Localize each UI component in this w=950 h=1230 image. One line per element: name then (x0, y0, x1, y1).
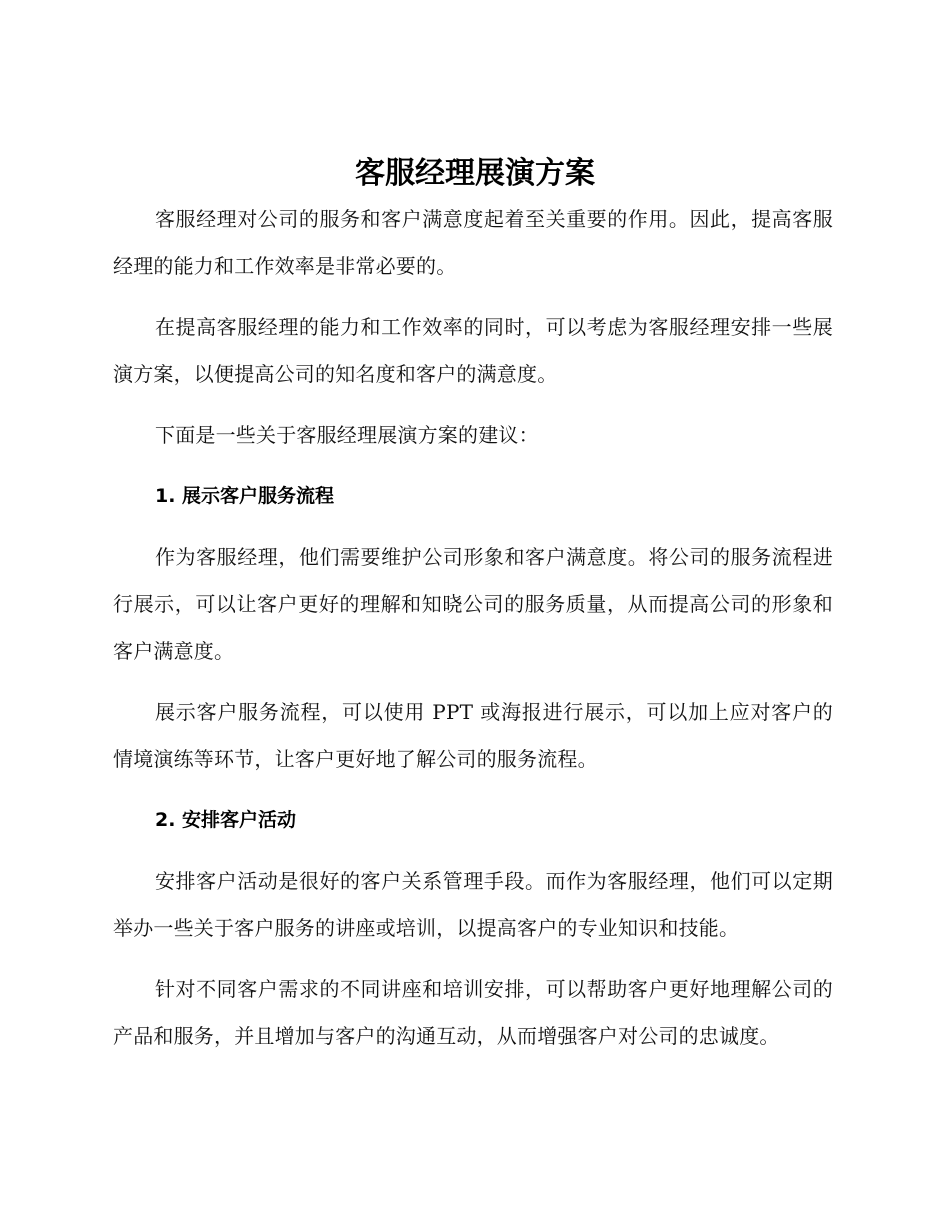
body-paragraph: 下面是一些关于客服经理展演方案的建议： (155, 423, 539, 447)
body-paragraph: 针对不同客户需求的不同讲座和培训安排，可以帮助客户更好地理解公司的产品和服务，并且增加与客户的沟通互动，从而增强客户对公司的忠诚度。 (113, 977, 833, 1048)
document-body (113, 196, 833, 1074)
document-title: 客服经理展演方案 (355, 156, 595, 191)
intro-paragraph: 客服经理对公司的服务和客户满意度起着至关重要的作用。因此，提高客服经理的能力和工作效率是非常必要的。 (113, 207, 833, 278)
body-paragraph: 作为客服经理，他们需要维护公司形象和客户满意度。将公司的服务流程进行展示，可以让客户更好的理解和知晓公司的服务质量，从而提高公司的形象和客户满意度。 (113, 545, 833, 663)
section-heading: 2. 安排客户活动 (155, 809, 297, 831)
body-paragraph: 展示客户服务流程，可以使用 PPT 或海报进行展示，可以加上应对客户的情境演练等环节，让客户更好地了解公司的服务流程。 (113, 700, 833, 771)
section-heading: 1. 展示客户服务流程 (155, 485, 335, 507)
body-paragraph: 在提高客服经理的能力和工作效率的同时，可以考虑为客服经理安排一些展演方案，以便提高公司的知名度和客户的满意度。 (113, 315, 833, 386)
body-paragraph: 安排客户活动是很好的客户关系管理手段。而作为客服经理，他们可以定期举办一些关于客户服务的讲座或培训，以提高客户的专业知识和技能。 (113, 869, 833, 940)
